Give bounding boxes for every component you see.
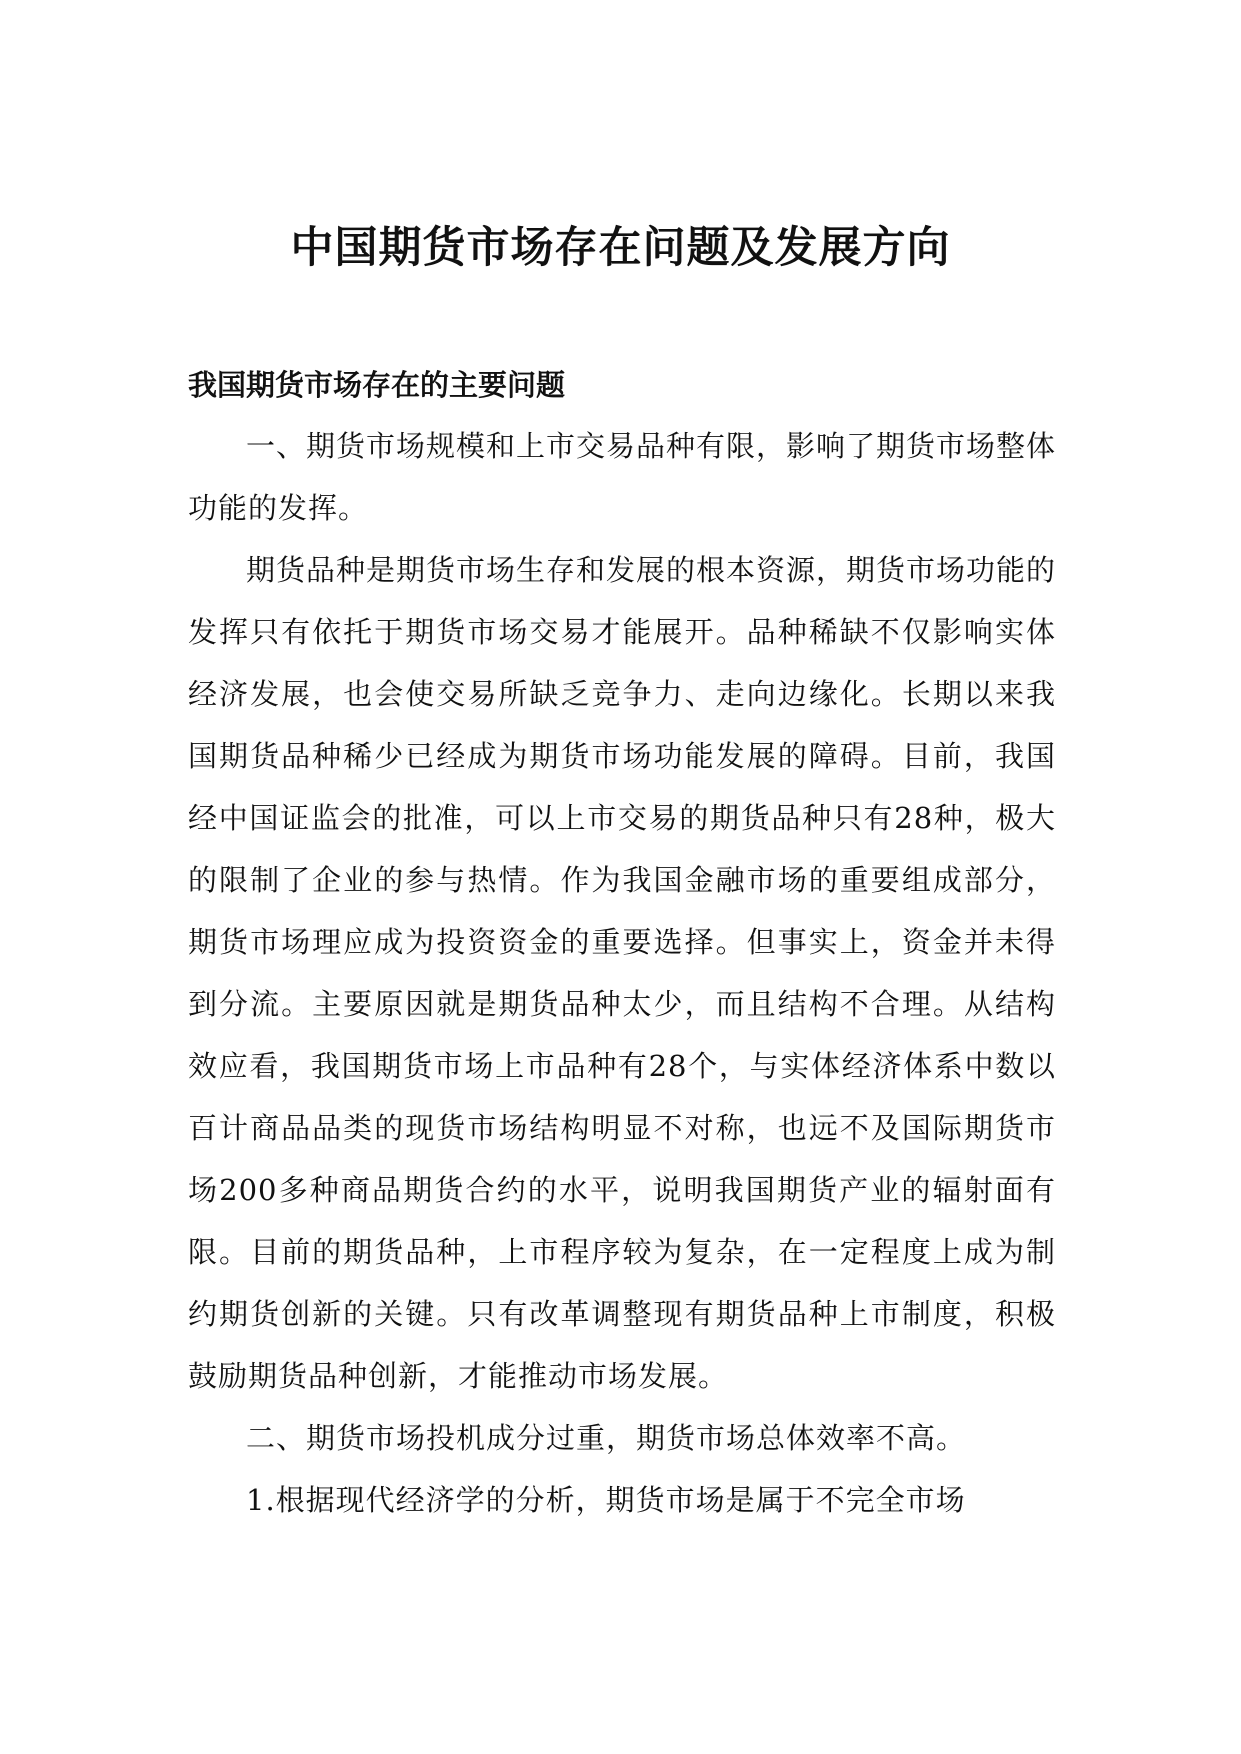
paragraph-3: 二、期货市场投机成分过重，期货市场总体效率不高。: [246, 1421, 967, 1455]
document-body: [188, 355, 1056, 1531]
paragraph-1: 一、期货市场规模和上市交易品种有限，影响了期货市场整体功能的发挥。: [188, 429, 1057, 525]
document-title: 中国期货市场存在问题及发展方向: [290, 223, 951, 273]
section-heading: 我国期货市场存在的主要问题: [188, 368, 566, 402]
paragraph-2: 期货品种是期货市场生存和发展的根本资源，期货市场功能的发挥只有依托于期货市场交易才能展开。品种稀缺不仅影响实体经济发展，也会使交易所缺乏竞争力、走向边缘化。长期以来我国期货品种稀少已经成为期货市场功能发展的障碍。目前，我国经中国证监会的批准，可以上市交易的期货品种只有28种，极大的限制了企业的参与热情。作为我国金融市场的重要组成部分，期货市场理应成为投资资金的重要选择。但事实上，资金并未得到分流。主要原因就是期货品种太少，而且结构不合理。从结构效应看，我国期货市场上市品种有28个，与实体经济体系中数以百计商品品类的现货市场结构明显不对称，也远不及国际期货市场200多种商品期货合约的水平，说明我国期货产业的辐射面有限。目前的期货品种，上市程序较为复杂，在一定程度上成为制约期货创新的关键。只有改革调整现有期货品种上市制度，积极鼓励期货品种创新，才能推动市场发展。: [188, 553, 1057, 1393]
paragraph-4: 1.根据现代经济学的分析，期货市场是属于不完全市场: [246, 1483, 966, 1517]
